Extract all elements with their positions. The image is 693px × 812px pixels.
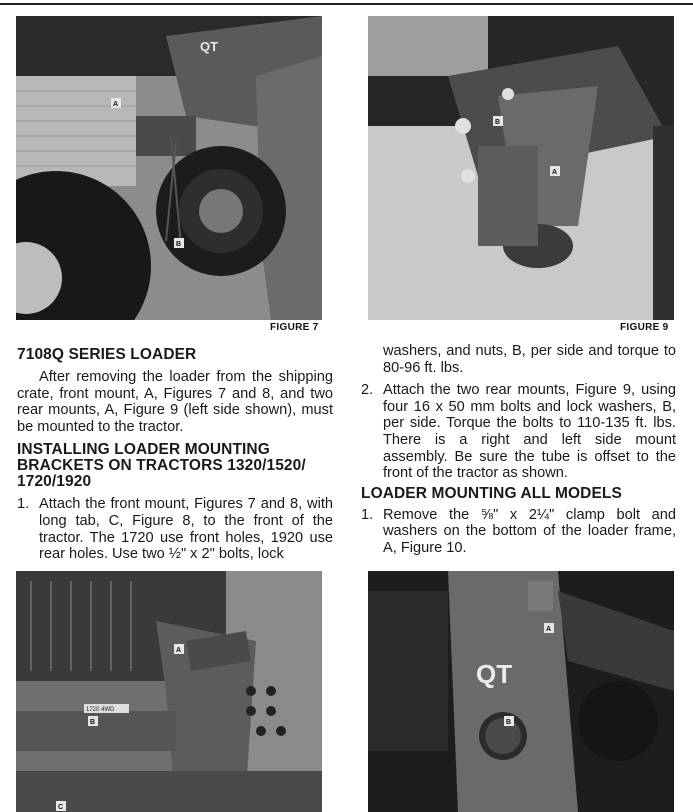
figure-7-decal: QT [200,39,219,54]
figure-8-decal: 1720 4WD [86,707,115,713]
figure-9-callout-b: B [495,119,501,126]
step-2-text: Attach the two rear mounts, Figure 9, using four 16 x 50 mm bolts and lock washers, B, per side. Torque the bolts to 110-135 ft. lbs. There is a right and left side mount assembly. Be sure the tube is offset to the front of the tractor as shown. [383,382,676,482]
section-heading-installing-brackets: INSTALLING LOADER MOUNTING BRACKETS ON TRACTORS 1320/1520/ 1720/1920 [17,441,306,491]
intro-paragraph: After removing the loader from the shipping crate, front mount, A, Figures 7 and 8, and two rear mounts, A, Figure 9 (left side shown), must be mounted to the tractor. [17,369,333,435]
figure-7-photo [16,16,322,320]
right-text-column [361,343,676,557]
figure-9-photo [368,16,674,320]
figure-7-caption: FIGURE 7 [270,322,319,333]
left-text-column [17,347,333,563]
figure-10-decal: QT [476,659,513,689]
figure-9-callout-a: A [552,169,558,176]
step-1-number: 1. [17,496,30,513]
step-2-number: 2. [361,382,374,399]
step-1-front-mount [17,496,333,562]
continued-paragraph: washers, and nuts, B, per side and torque to 80-96 ft. lbs. [383,343,676,376]
figure-7-callout-b: B [176,241,182,248]
figure-10-photo [368,571,674,812]
figure-8-callout-b: B [90,719,96,726]
section-heading-loader-mounting: LOADER MOUNTING ALL MODELS [361,484,622,502]
figure-9-caption: FIGURE 9 [620,322,669,333]
step-mount-1-number: 1. [361,506,374,523]
top-rule [0,3,693,5]
figure-7-callout-a: A [113,101,119,108]
step-1-text: Attach the front mount, Figures 7 and 8, with long tab, C, Figure 8, to the front of the tractor. The 1720 use front holes, 1920 use rear holes. Use two ½" x 2" bolts, lock [39,496,333,563]
figure-10-callout-b: B [506,719,512,726]
step-2-rear-mounts [361,382,676,482]
figure-10-callout-a: A [546,626,552,633]
figure-8-callout-c: C [58,804,64,811]
figure-8-photo [16,571,322,812]
step-mount-1-text: Remove the ⅝" x 2¼" clamp bolt and washers on the bottom of the loader frame, A, Figure 10. [383,506,676,556]
step-mount-1-clamp-bolt [361,507,676,557]
section-heading-7108q: 7108Q SERIES LOADER [17,346,197,363]
figure-8-callout-a: A [176,647,182,654]
